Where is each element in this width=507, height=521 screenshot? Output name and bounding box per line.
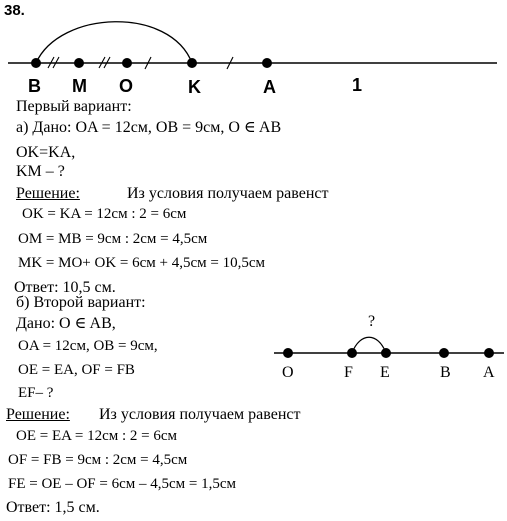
point-a <box>262 58 272 68</box>
part2-eq1: OE = EA = 12см : 2 = 6см <box>16 428 178 444</box>
part2-cond2: OE = EA, OF = FB <box>18 362 135 378</box>
problem-number: 38. <box>4 2 25 19</box>
part2-given: Дано: O ∈ AB, <box>16 315 116 332</box>
part2-answer: Ответ: 1,5 см. <box>6 499 100 516</box>
part2-cond3: EF– ? <box>18 385 54 401</box>
diagram-1-arc <box>36 22 192 63</box>
label-e-2: E <box>380 364 390 381</box>
point-o <box>122 58 132 68</box>
part2-eq3: FE = OE – OF = 6см – 4,5см = 1,5см <box>8 476 237 492</box>
part1-answer: Ответ: 10,5 см. <box>14 279 116 296</box>
label-m: M <box>72 76 87 96</box>
label-o: O <box>119 76 134 96</box>
part1-heading: Первый вариант: <box>16 98 132 115</box>
part1-eq3: MK = MO+ OK = 6см + 4,5см = 10,5см <box>18 255 266 271</box>
diagram-2-arc <box>352 337 386 353</box>
point-f-2 <box>347 348 357 358</box>
part2-heading: б) Второй вариант: <box>16 294 146 311</box>
point-b <box>31 58 41 68</box>
part2-solution-label: Решение: <box>6 406 70 423</box>
label-b-2: B <box>440 364 451 381</box>
label-o-2: O <box>282 364 294 381</box>
part2-eq2: OF = FB = 9см : 2см = 4,5см <box>8 452 188 468</box>
part2-cond1: OA = 12см, OB = 9см, <box>18 338 158 354</box>
diagram2-question-mark: ? <box>368 313 376 330</box>
part1-given: а) Дано: OA = 12см, OB = 9см, O ∈ AB <box>16 119 282 136</box>
label-end: 1 <box>352 75 363 95</box>
point-e-2 <box>381 348 391 358</box>
part1-cond2: KM – ? <box>16 163 65 180</box>
part1-cond1: OK=KA, <box>16 144 76 161</box>
point-o-2 <box>283 348 293 358</box>
part2-solution-intro: Из условия получаем равенст <box>99 406 301 423</box>
point-k <box>187 58 197 68</box>
part1-eq2: OM = MB = 9см : 2см = 4,5см <box>18 231 208 247</box>
label-a-2: A <box>483 364 495 381</box>
point-m <box>74 58 84 68</box>
point-a-2 <box>484 348 494 358</box>
part1-solution-label: Решение: <box>16 185 80 202</box>
part1-solution-intro: Из условия получаем равенст <box>127 185 329 202</box>
label-b: B <box>28 76 41 96</box>
label-f-2: F <box>344 364 353 381</box>
point-b-2 <box>439 348 449 358</box>
part1-eq1: OK = KA = 12см : 2 = 6см <box>22 206 187 222</box>
label-a: A <box>263 77 276 97</box>
label-k: K <box>188 77 201 97</box>
